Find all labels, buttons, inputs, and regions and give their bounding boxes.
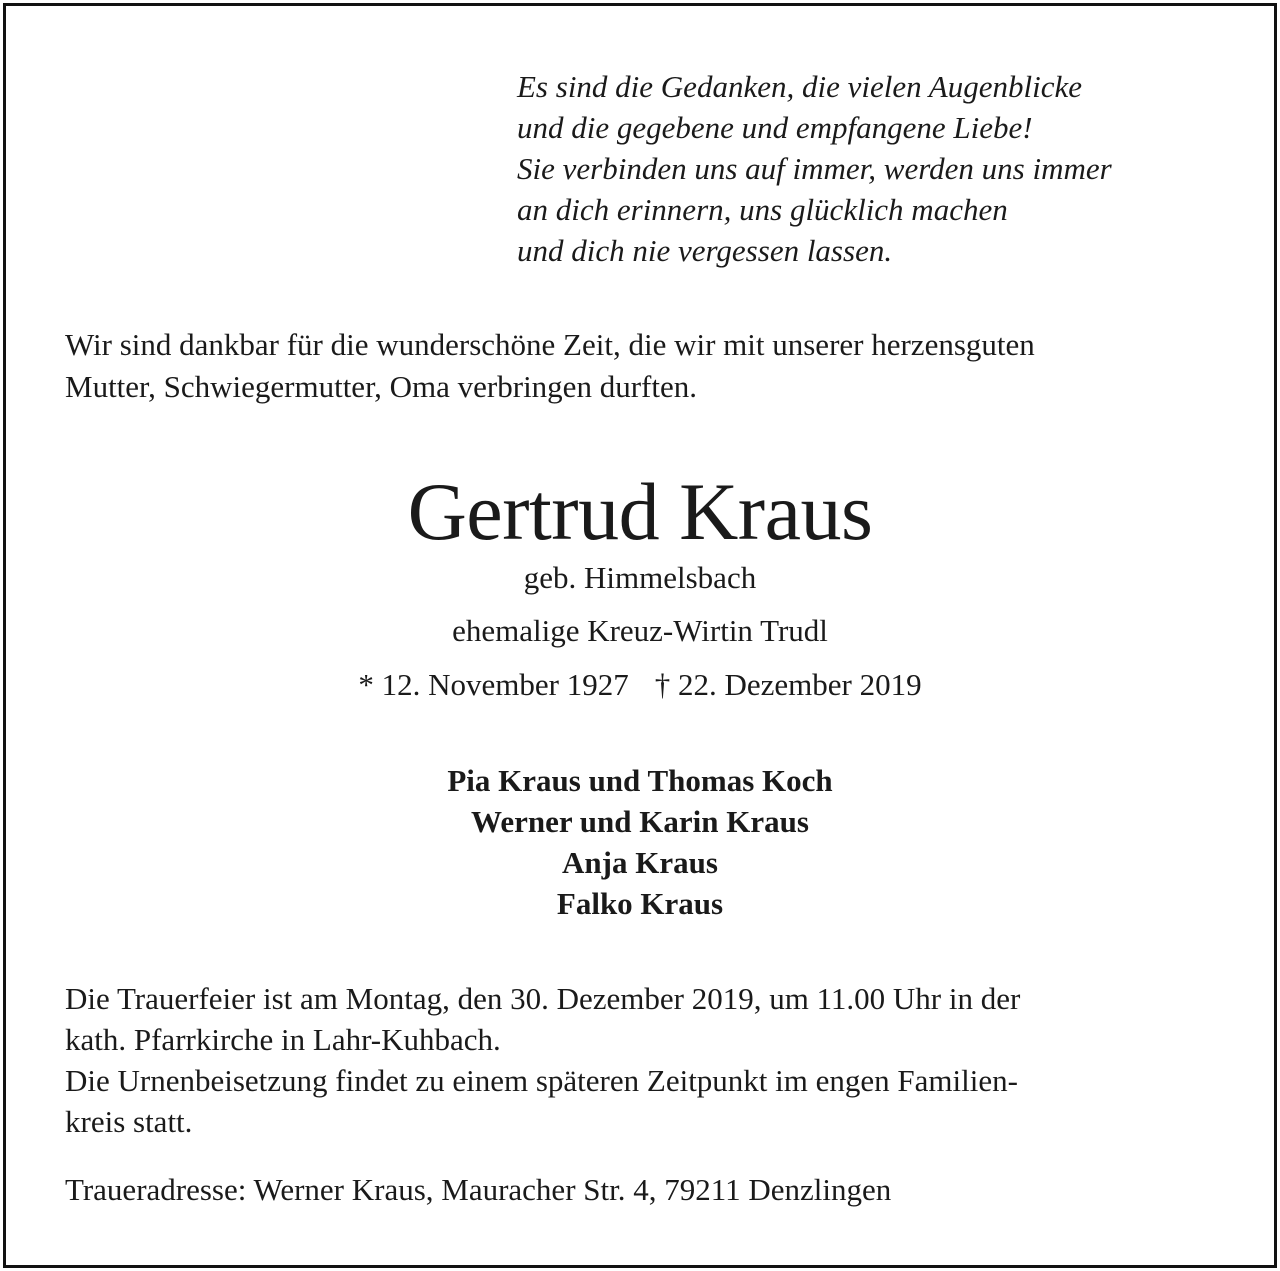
poem-line: an dich erinnern, uns glücklich machen xyxy=(517,192,1008,227)
former-role: ehemalige Kreuz-Wirtin Trudl xyxy=(452,613,828,648)
mourner-name: Pia Kraus und Thomas Koch xyxy=(447,763,833,798)
funeral-line: Die Trauerfeier ist am Montag, den 30. Dezember 2019, um 11.00 Uhr in der xyxy=(65,981,1021,1016)
birth-date: * 12. November 1927 xyxy=(358,667,629,702)
mourner-name: Anja Kraus xyxy=(562,845,718,880)
life-dates xyxy=(0,665,1280,705)
funeral-notice xyxy=(65,978,1020,1142)
memorial-poem xyxy=(517,66,1112,271)
poem-line: und die gegebene und empfangene Liebe! xyxy=(517,110,1033,145)
mourners-list xyxy=(0,760,1280,924)
funeral-line: kath. Pfarrkirche in Lahr-Kuhbach. xyxy=(65,1022,501,1057)
deceased-name: Gertrud Kraus xyxy=(407,466,873,557)
funeral-line: Die Urnenbeisetzung findet zu einem späteren Zeitpunkt im engen Familien- xyxy=(65,1063,1018,1098)
poem-line: und dich nie vergessen lassen. xyxy=(517,233,893,268)
poem-line: Sie verbinden uns auf immer, werden uns immer xyxy=(517,151,1112,186)
maiden-name: geb. Himmelsbach xyxy=(523,560,757,595)
intro-line: Mutter, Schwiegermutter, Oma verbringen durften. xyxy=(65,369,697,404)
intro-line: Wir sind dankbar für die wunderschöne Zeit, die wir mit unserer herzensguten xyxy=(65,327,1035,362)
funeral-line: kreis statt. xyxy=(65,1104,193,1139)
death-date: † 22. Dezember 2019 xyxy=(654,667,922,702)
mourner-name: Werner und Karin Kraus xyxy=(471,804,809,839)
mourning-address: Traueradresse: Werner Kraus, Mauracher Str. 4, 79211 Denzlingen xyxy=(65,1172,892,1207)
poem-line: Es sind die Gedanken, die vielen Augenblicke xyxy=(517,69,1082,104)
gratitude-text xyxy=(65,324,1035,408)
mourner-name: Falko Kraus xyxy=(556,886,724,921)
